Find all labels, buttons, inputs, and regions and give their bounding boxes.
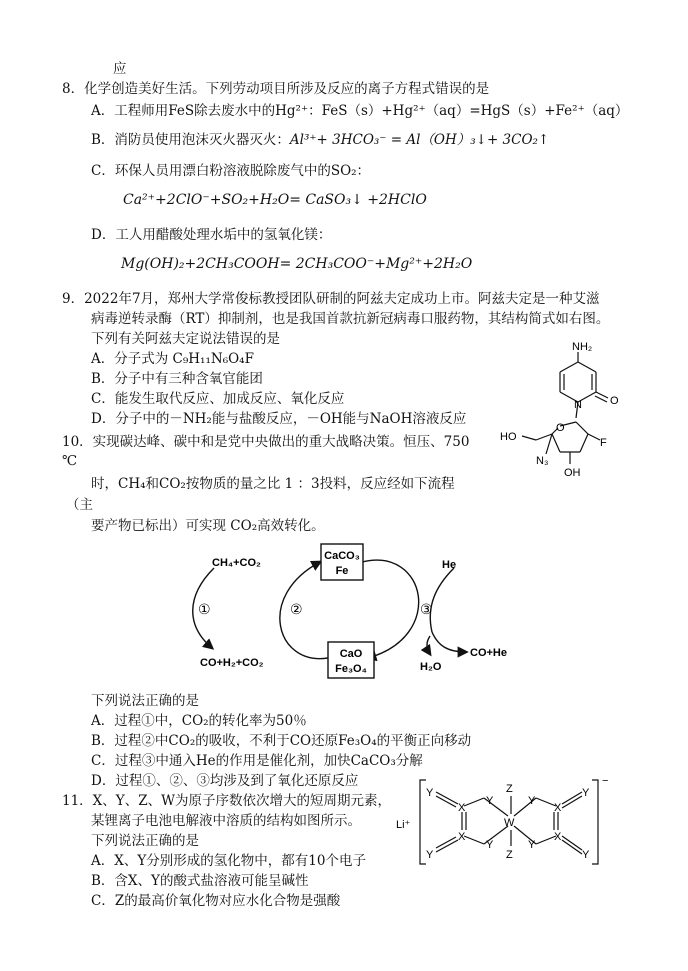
q8-option-d-equation: Mg(OH)₂+2CH₃COOH= 2CH₃COO⁻+Mg²⁺+2H₂O (121, 256, 473, 272)
w-center: W (504, 817, 515, 829)
co-he-outlet-arrow (432, 632, 466, 652)
z-bottom: Z (506, 849, 513, 861)
z-top: Z (506, 783, 513, 795)
q8-option-c-equation: Ca²⁺+2ClO⁻+SO₂+H₂O= CaSO₃↓ +2HClO (123, 192, 427, 208)
q8-option-a-equation: FeS（s）+Hg²⁺（aq）=HgS（s）+Fe²⁺（aq） (321, 103, 629, 119)
box-top-fe: Fe (335, 565, 349, 577)
q8-option-a-lead: A．工程师用FeS除去废水中的Hg²⁺： (91, 103, 322, 119)
x-left-bottom: X (458, 831, 466, 843)
step2-label: ② (290, 601, 303, 617)
y-right-top: Y (582, 787, 590, 799)
q10-stem-line4: （主 (66, 497, 93, 513)
x-right-top: X (554, 802, 562, 814)
q9-stem-line2: 病毒逆转录酶（RT）抑制剂，也是我国首款抗新冠病毒口服药物，其结构简式如右图。 (91, 311, 610, 327)
q11-option-b[interactable]: B．含X、Y的酸式盐溶液可能呈碱性 (91, 873, 309, 889)
q8-option-b-lead: B．消防员使用泡沫灭火器灭火： (91, 132, 290, 148)
he-inlet-line (430, 568, 454, 632)
azvudine-o-label: O (610, 395, 619, 407)
x-right-bottom: X (554, 831, 562, 843)
x-left-top: X (458, 802, 466, 814)
page-fragment-tail: 应 (113, 61, 127, 77)
y-left-bottom: Y (426, 849, 434, 861)
q10-stem-line2: ℃ (62, 453, 78, 469)
q10-stem-line1: 10．实现碳达峰、碳中和是党中央做出的重大战略决策。恒压、750 (62, 434, 470, 450)
azvudine-ho-label: HO (500, 431, 517, 443)
azvudine-f-label: F (600, 437, 607, 449)
h2o-outlet-arrow (427, 636, 430, 654)
y-inner-left-top: Y (486, 795, 494, 807)
azvudine-n3-label: N₃ (536, 455, 549, 467)
q9-option-a[interactable]: A．分子式为 C₉H₁₁N₆O₄F (91, 351, 254, 367)
azvudine-nh2-label: NH₂ (572, 341, 593, 353)
q11-option-a[interactable]: A．X、Y分别形成的氢化物中，都有10个电子 (91, 853, 366, 869)
product-co-h2-co2: CO+H₂+CO₂ (200, 657, 264, 669)
q9-option-b[interactable]: B．分子中有三种含氧官能团 (91, 371, 263, 387)
azvudine-ring-o-label: O (556, 422, 565, 434)
azvudine-oh-label: OH (564, 467, 581, 479)
box-bottom-fe3o4: Fe₃O₄ (335, 663, 367, 675)
q8-option-a[interactable] (91, 102, 628, 120)
y-inner-right-bottom: Y (528, 839, 536, 851)
box-top-caco3: CaCO₃ (324, 550, 360, 562)
q8-option-b[interactable] (91, 131, 549, 149)
q11-option-c[interactable]: C．Z的最高价氧化物对应水化合物是强酸 (91, 893, 341, 909)
q8-option-c[interactable]: C．环保人员用漂白粉溶液脱除废气中的SO₂： (91, 163, 371, 179)
q9-stem-line3: 下列有关阿兹夫定说法错误的是 (91, 331, 280, 347)
product-h2o: H₂O (420, 661, 442, 673)
step3-label: ③ (420, 601, 433, 617)
q9-option-c[interactable]: C．能发生取代反应、加成反应、氧化反应 (91, 391, 345, 407)
feed-ch4-co2: CH₄+CO₂ (212, 557, 261, 569)
q10-stem-line3: 时，CH₄和CO₂按物质的量之比 1 ：3投料，反应经如下流程 (91, 476, 455, 492)
azvudine-n-label: N (574, 399, 582, 411)
q8-option-b-equation: Al³⁺+ 3HCO₃⁻ = Al（OH）₃↓+ 3CO₂↑ (289, 132, 550, 148)
q8-option-d[interactable]: D．工人用醋酸处理水垢中的氢氧化镁： (91, 227, 332, 243)
q10-option-d[interactable]: D．过程①、②、③均涉及到了氧化还原反应 (91, 773, 359, 789)
q11-ask: 下列说法正确的是 (91, 833, 199, 849)
q11-stem-line1: 11．X、Y、Z、W为原子序数依次增大的短周期元素， (62, 793, 391, 809)
y-right-bottom: Y (582, 849, 590, 861)
q8-stem: 8．化学创造美好生活。下列劳动项目所涉及反应的离子方程式错误的是 (62, 81, 490, 97)
q11-stem-line2: 某锂离子电池电解液中溶质的结构如图所示。 (91, 813, 361, 829)
anion-charge: − (602, 775, 609, 787)
co2-conversion-flow-diagram (186, 536, 526, 686)
step1-label: ① (198, 601, 211, 617)
lithium-cation-label: Li⁺ (396, 819, 411, 831)
y-inner-left-bottom: Y (486, 839, 494, 851)
q10-option-a[interactable]: A．过程①中，CO₂的转化率为50％ (91, 713, 307, 729)
box-bottom-cao: CaO (339, 648, 363, 660)
q10-option-c[interactable]: C．过程③中通入He的作用是催化剂，加快CaCO₃分解 (91, 753, 423, 769)
q9-option-d[interactable]: D．分子中的－NH₂能与盐酸反应，－OH能与NaOH溶液反应 (91, 411, 467, 427)
q9-stem-line1: 9．2022年7月，郑州大学常俊标教授团队研制的阿兹夫定成功上市。阿兹夫定是一种艾滋 (62, 291, 600, 307)
y-left-top: Y (426, 787, 434, 799)
product-co-he: CO+He (470, 647, 507, 659)
y-inner-right-top: Y (528, 795, 536, 807)
q10-ask: 下列说法正确的是 (91, 693, 199, 709)
he-feed-label: He (442, 559, 457, 571)
lithium-salt-structure (396, 774, 622, 870)
azvudine-structure (496, 336, 636, 496)
q10-option-b[interactable]: B．过程②中CO₂的吸收，不利于CO还原Fe₃O₄的平衡正向移动 (91, 733, 472, 749)
q10-stem-line5: 要产物已标出）可实现 CO₂高效转化。 (91, 518, 325, 534)
